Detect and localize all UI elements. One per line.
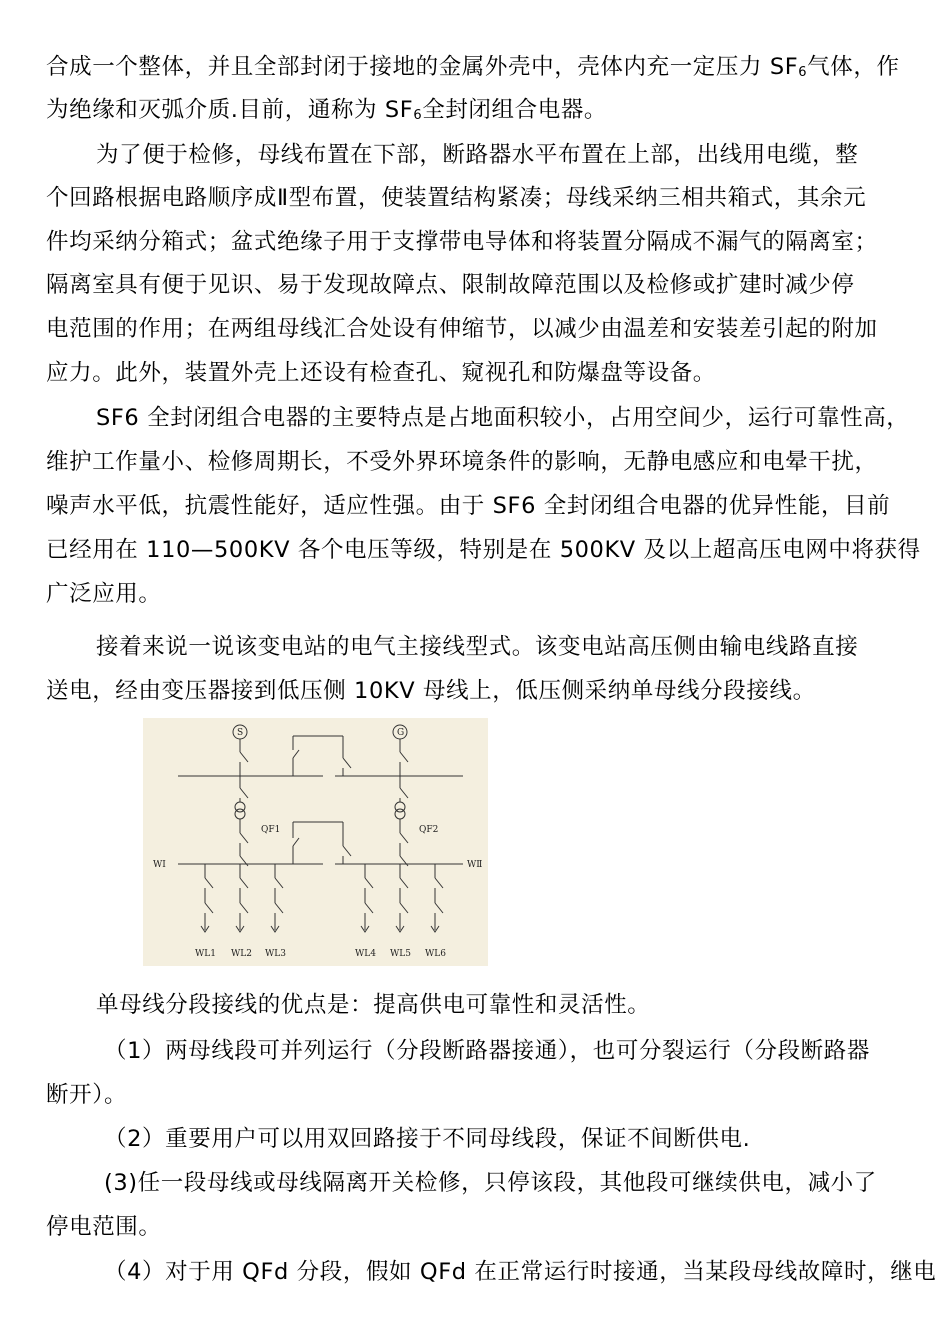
source-g-label: G — [397, 728, 405, 738]
paragraph-line: 个回路根据电路顺序成Ⅱ型布置，使装置结构紧凑；母线采纳三相共箱式，其余元 — [46, 185, 867, 211]
feeder-label: WL5 — [390, 949, 411, 959]
paragraph-line: 已经用在 110—500KV 各个电压等级，特别是在 500KV 及以上超高压电网中将获得 — [46, 537, 921, 563]
breaker-qf1-label: QF1 — [261, 825, 281, 835]
feeder-wl3 — [271, 864, 283, 932]
paragraph-line: 广泛应用。 — [46, 581, 162, 607]
feeder-wl1 — [201, 864, 213, 932]
feeder-label: WL2 — [231, 949, 252, 959]
bus-w1-label: WⅠ — [153, 860, 166, 870]
paragraph-line: （1）两母线段可并列运行（分段断路器接通），也可分裂运行（分段断路器 — [104, 1038, 870, 1064]
feeder-label: WL1 — [195, 949, 216, 959]
paragraph-line: 件均采纳分箱式；盆式绝缘子用于支撑带电导体和将装置分隔成不漏气的隔离室； — [46, 229, 878, 255]
paragraph-line: 电范围的作用；在两组母线汇合处设有伸缩节，以减少由温差和安装差引起的附加 — [46, 316, 878, 342]
paragraph-line: 合成一个整体，并且全部封闭于接地的金属外壳中，壳体内充一定压力 $SF_6$气体，作 — [46, 54, 900, 80]
paragraph-line: （2）重要用户可以用双回路接于不同母线段，保证不间断供电. — [104, 1126, 751, 1152]
paragraph-line: 维护工作量小、检修周期长，不受外界环境条件的影响，无静电感应和电晕干扰， — [46, 449, 878, 475]
feeder-wl4 — [361, 864, 373, 932]
paragraph-line: 停电范围。 — [46, 1214, 162, 1240]
feeder-label: WL3 — [265, 949, 286, 959]
paragraph-line: 单母线分段接线的优点是：提高供电可靠性和灵活性。 — [96, 992, 651, 1018]
feeder-label: WL4 — [355, 949, 376, 959]
feeder-wl6 — [431, 864, 443, 932]
single-busbar-sectionalized-diagram — [143, 718, 488, 966]
paragraph-line: （4）对于用 QFd 分段，假如 QFd 在正常运行时接通，当某段母线故障时，继电 — [104, 1259, 937, 1285]
paragraph-line: SF6 全封闭组合电器的主要特点是占地面积较小，占用空间少，运行可靠性高， — [96, 405, 910, 431]
paragraph-line: 接着来说一说该变电站的电气主接线型式。该变电站高压侧由输电线路直接 — [96, 634, 859, 660]
paragraph-line: 隔离室具有便于见识、易于发现故障点、限制故障范围以及检修或扩建时减少停 — [46, 272, 855, 298]
paragraph-line: 为了便于检修，母线布置在下部，断路器水平布置在上部，出线用电缆，整 — [96, 142, 859, 168]
paragraph-line: 为绝缘和灭弧介质.目前，通称为 $SF_6$全封闭组合电器。 — [46, 97, 608, 123]
paragraph-line: (3)任一段母线或母线隔离开关检修，只停该段，其他段可继续供电，减小了 — [104, 1170, 877, 1196]
paragraph-line: 噪声水平低，抗震性能好，适应性强。由于 SF6 全封闭组合电器的优异性能，目前 — [46, 493, 891, 519]
feeder-wl2 — [236, 864, 248, 932]
breaker-qf2-label: QF2 — [419, 825, 439, 835]
feeder-label: WL6 — [425, 949, 446, 959]
paragraph-line: 断开）。 — [46, 1082, 128, 1108]
feeder-wl5 — [396, 864, 408, 932]
source-s-label: S — [237, 728, 244, 738]
paragraph-line: 应力。此外，装置外壳上还设有检查孔、窥视孔和防爆盘等设备。 — [46, 360, 716, 386]
paragraph-line: 送电，经由变压器接到低压侧 10KV 母线上，低压侧采纳单母线分段接线。 — [46, 678, 816, 704]
bus-w2-label: WⅡ — [467, 860, 483, 870]
